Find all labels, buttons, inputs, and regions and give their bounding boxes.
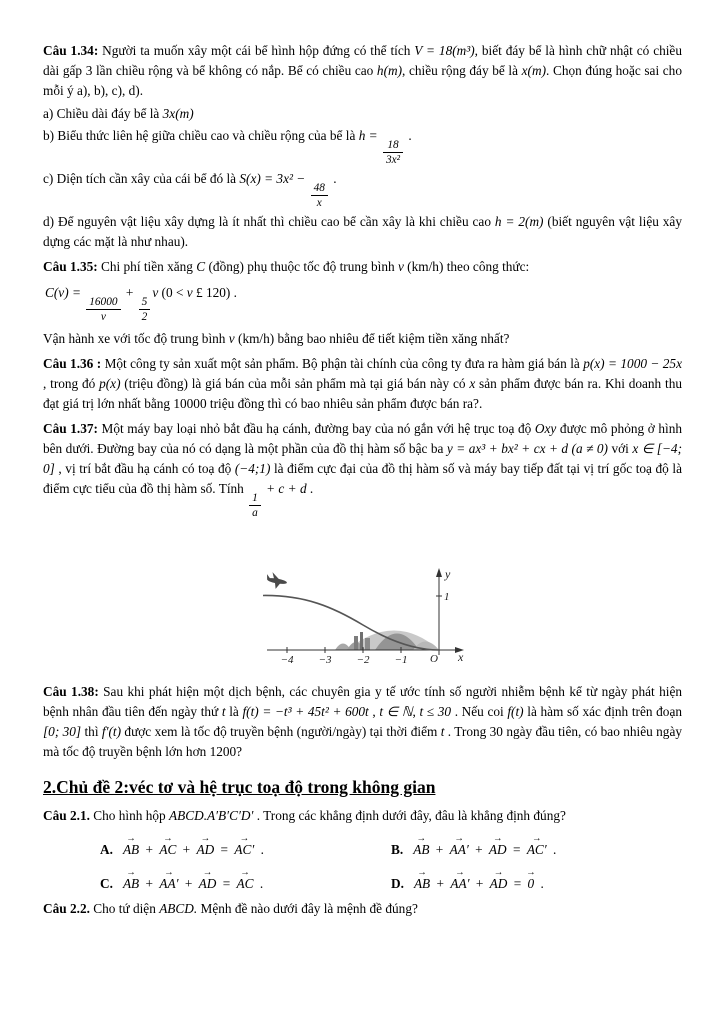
paragraph: [43, 257, 682, 277]
sub-item: [43, 126, 682, 167]
text-run: Mệnh đề nào dưới đây là mệnh đề đúng?: [197, 901, 418, 917]
fraction-denominator: v: [100, 310, 106, 323]
text-run: (triệu đồng) là giá bán của mỗi sản phẩm mà tại giá bán này có: [120, 376, 470, 391]
math-inline: t ≤ 30: [419, 703, 452, 719]
math-inline: v: [228, 331, 235, 347]
sub-item: [43, 104, 682, 124]
math-inline: (−4;1): [234, 460, 271, 476]
vector: → AD: [198, 874, 218, 894]
option-letter: A.: [100, 842, 113, 858]
text-run: được mô phỏng ở hình bên dưới. Đường bay của nó có dạng là một phần của đồ thị hàm số bậc ba: [43, 420, 683, 456]
option-letter: B.: [391, 842, 404, 858]
paragraph: [43, 419, 682, 520]
flight-path-figure: [43, 525, 682, 675]
math-inline: f(t): [507, 703, 524, 719]
paragraph: [43, 354, 682, 414]
text-run: .: [256, 876, 264, 892]
math-inline: Oxy: [534, 420, 557, 436]
vector: → AA′: [449, 840, 470, 860]
text-run: a) Chiều dài đáy bể là: [43, 105, 163, 121]
text-run: +: [432, 842, 447, 858]
paragraph: [43, 41, 682, 101]
math-inline: h = 2(m): [494, 214, 544, 230]
text-run: d) Để nguyên vật liệu xây dựng là ít nhất thì chiều cao bể cần xây là khi chiều cao: [43, 214, 495, 230]
text-run: .: [405, 127, 412, 143]
text-run: , chiều rộng đáy bể là: [402, 62, 522, 78]
text-run: =: [219, 876, 234, 892]
math-inline: ABCD.: [159, 901, 198, 917]
sub-item: [43, 212, 682, 252]
math-inline: x ∈ [−4; 0]: [43, 440, 683, 476]
math-inline: x(m): [521, 62, 547, 78]
fraction-denominator: a: [252, 506, 258, 519]
math-inline: p(x) = 1000 − 25x: [583, 356, 682, 372]
sub-item: [43, 169, 682, 210]
x-tick-label: −1: [394, 653, 407, 666]
text-run: Sau khi phát hiện một dịch bệnh, các chuyên gia y tế ước tính số người nhiễm bệnh kể từ ngày phát hiện bệnh nhân đầu tiên đến ngày thứ: [43, 683, 682, 719]
text-run: Một máy bay loại nhỏ bắt đầu hạ cánh, đường bay của nó gắn với hệ trục toạ độ: [97, 420, 535, 436]
math-inline: f(t) = −t³ + 45t² + 600t: [242, 703, 369, 719]
vector: → AB: [413, 874, 431, 894]
question-label: Câu 2.1.: [43, 808, 90, 824]
paragraph: [43, 682, 682, 762]
text-run: =: [509, 842, 524, 858]
vector: → AA′: [449, 874, 470, 894]
text-run: . Trong 30 ngày đầu tiên, có bao nhiêu ngày mà tốc độ truyền bệnh lớn hơn 1200?: [43, 723, 682, 759]
flight-path-plot: [255, 525, 471, 675]
airplane-icon: [264, 571, 287, 590]
math-inline: v: [397, 259, 404, 274]
math-inline: t: [440, 723, 445, 739]
question-label: Câu 1.38:: [43, 683, 99, 699]
fraction: [383, 138, 403, 167]
text-run: sản phẩm được bán ra. Khi doanh thu đạt giá trị lớn nhất bằng 10000 triệu đồng thì có bao nhiêu sản phẩm được bán ra?.: [43, 376, 682, 411]
question-label: Câu 1.37:: [43, 420, 98, 436]
building-icon: [354, 636, 358, 650]
fraction-numerator: 1: [249, 491, 261, 506]
text-run: được xem là tốc độ truyền bệnh (người/ngày) tại thời điểm: [121, 723, 441, 739]
fraction-numerator: 16000: [86, 295, 120, 310]
option-letter: D.: [391, 876, 404, 892]
answer-option-d: [391, 867, 682, 894]
y-tick-label: 1: [443, 590, 449, 603]
text-run: Một công ty sản xuất một sản phẩm. Bộ phận tài chính của công ty đưa ra hàm giá bán là: [101, 356, 584, 372]
text-run: , vị trí bắt đầu hạ cánh có toạ độ: [54, 460, 235, 476]
formula-line: [45, 283, 682, 324]
fraction: [249, 491, 261, 520]
text-run: , biết đáy bể là hình chữ nhật có chiều dài gấp 3 lần chiều rộng và bể không có nắp. Bể có chiều cao: [43, 43, 682, 78]
text-run: là: [225, 703, 243, 719]
math-inline: t: [221, 703, 226, 719]
text-run: (km/h) bằng bao nhiêu để tiết kiệm tiền xăng nhất?: [234, 331, 510, 347]
paragraph: [43, 329, 682, 349]
text-run: Chi phí tiền xăng: [97, 259, 197, 274]
question-label: Câu 1.35:: [43, 259, 98, 274]
vector: → 0: [527, 874, 536, 894]
math-inline: t ∈ ℕ: [379, 703, 413, 719]
text-run: .: [306, 480, 314, 496]
paragraph: [43, 899, 682, 919]
text-run: là hàm số xác định trên đoạn: [523, 703, 682, 719]
vector: → AC: [158, 840, 177, 860]
text-run: Cho hình hộp: [89, 808, 169, 824]
text-run: £ 120) .: [192, 284, 238, 300]
math-inline: V = 18(m³): [414, 43, 475, 58]
question-label: Câu 1.34:: [43, 43, 99, 58]
math-inline: h =: [358, 127, 381, 143]
y-axis-arrow: [436, 568, 442, 577]
text-run: , trong đó: [43, 376, 100, 391]
math-inline: v: [186, 284, 193, 300]
text-run: (km/h) theo công thức:: [403, 259, 530, 274]
paragraph: [43, 806, 682, 826]
text-run: ,: [412, 703, 420, 719]
origin-label: O: [429, 652, 438, 665]
text-run: =: [217, 842, 232, 858]
text-run: là điểm cực đại của đồ thị hàm số và máy bay tiếp đất tại vị trí gốc toạ độ là điểm cực tiểu của đồ thị hàm số. Tính: [43, 460, 682, 496]
answer-option-c: [100, 867, 391, 894]
text-run: với: [607, 440, 633, 456]
answer-option-b: [391, 833, 682, 860]
y-axis-label: y: [444, 566, 450, 581]
text-run: =: [510, 876, 525, 892]
math-inline: [0; 30]: [43, 723, 82, 739]
vector: → AD: [488, 840, 508, 860]
text-run: +: [433, 876, 448, 892]
text-run: .: [257, 842, 264, 858]
math-inline: v: [152, 284, 159, 300]
fraction-numerator: 5: [139, 295, 151, 310]
math-inline: y = ax³ + bx² + cx + d (a ≠ 0): [446, 440, 608, 456]
text-run: Người ta muốn xây một cái bể hình hộp đứng có thể tích: [98, 43, 415, 58]
vector: → AA′: [158, 874, 179, 894]
x-tick-label: −4: [280, 653, 293, 666]
answer-option-a: [100, 833, 391, 860]
text-run: +: [122, 284, 137, 300]
text-run: +: [142, 876, 157, 892]
fraction: [139, 295, 151, 324]
text-run: .: [329, 170, 337, 186]
vector: → AC′: [233, 840, 255, 860]
fraction-numerator: 48: [311, 181, 328, 196]
math-inline: + c + d: [262, 480, 307, 496]
text-run: . Trong các khẳng định dưới đây, đâu là khẳng định đúng?: [253, 808, 566, 824]
text-run: .: [549, 842, 557, 858]
fraction: [311, 181, 328, 210]
vector: → AC′: [526, 840, 548, 860]
vector: → AB: [412, 840, 430, 860]
vector: → AC: [236, 874, 255, 894]
text-run: +: [181, 876, 196, 892]
text-run: . Chọn đúng hoặc sai cho mỗi ý a), b), c), d).: [43, 62, 682, 98]
text-run: +: [471, 842, 486, 858]
building-icon: [365, 638, 370, 650]
option-letter: C.: [100, 876, 113, 892]
fraction-denominator: 2: [141, 310, 148, 323]
math-inline: x: [469, 376, 476, 391]
x-tick-label: −3: [318, 653, 331, 666]
text-run: +: [142, 842, 157, 858]
text-run: thì: [81, 723, 102, 739]
text-run: b) Biểu thức liên hệ giữa chiều cao và chiều rộng của bể là: [43, 127, 359, 143]
vector: → AD: [489, 874, 509, 894]
x-axis-label: x: [457, 649, 463, 664]
math-inline: h(m): [376, 62, 403, 78]
math-inline: p(x): [99, 376, 121, 391]
answer-options: [43, 833, 682, 894]
text-run: (0 <: [158, 284, 187, 300]
fraction-denominator: x: [316, 196, 322, 209]
math-inline: 3x(m): [162, 105, 194, 121]
text-run: (biết nguyên vật liệu xây dựng các mặt là như nhau).: [43, 214, 682, 250]
math-inline: S(x) = 3x² −: [239, 170, 309, 186]
vector: → AD: [196, 840, 216, 860]
x-tick-label: −2: [356, 653, 369, 666]
text-run: ,: [368, 703, 380, 719]
vector: → AB: [122, 874, 140, 894]
fraction-denominator: 3x²: [385, 153, 401, 166]
text-run: Cho tứ diện: [89, 901, 160, 917]
section-heading: 2.Chủ đề 2:véc tơ và hệ trục toạ độ trong không gian: [43, 776, 436, 797]
question-label: Câu 1.36 :: [43, 356, 102, 372]
text-run: Vận hành xe với tốc độ trung bình: [43, 331, 229, 347]
math-inline: C: [196, 259, 206, 274]
text-run: +: [179, 842, 194, 858]
math-inline: ABCD.A′B′C′D′: [168, 808, 254, 824]
text-run: (đồng) phụ thuộc tốc độ trung bình: [205, 259, 398, 274]
fraction: [86, 295, 120, 324]
math-inline: C(v) =: [45, 284, 85, 300]
text-run: . Nếu coi: [451, 703, 508, 719]
text-run: +: [472, 876, 487, 892]
text-run: .: [537, 876, 544, 892]
text-run: c) Diện tích cần xây của cái bể đó là: [43, 170, 240, 186]
math-inline: f′(t): [101, 723, 122, 739]
question-label: Câu 2.2.: [43, 901, 90, 917]
vector: → AB: [122, 840, 140, 860]
fraction-numerator: 18: [383, 138, 403, 153]
